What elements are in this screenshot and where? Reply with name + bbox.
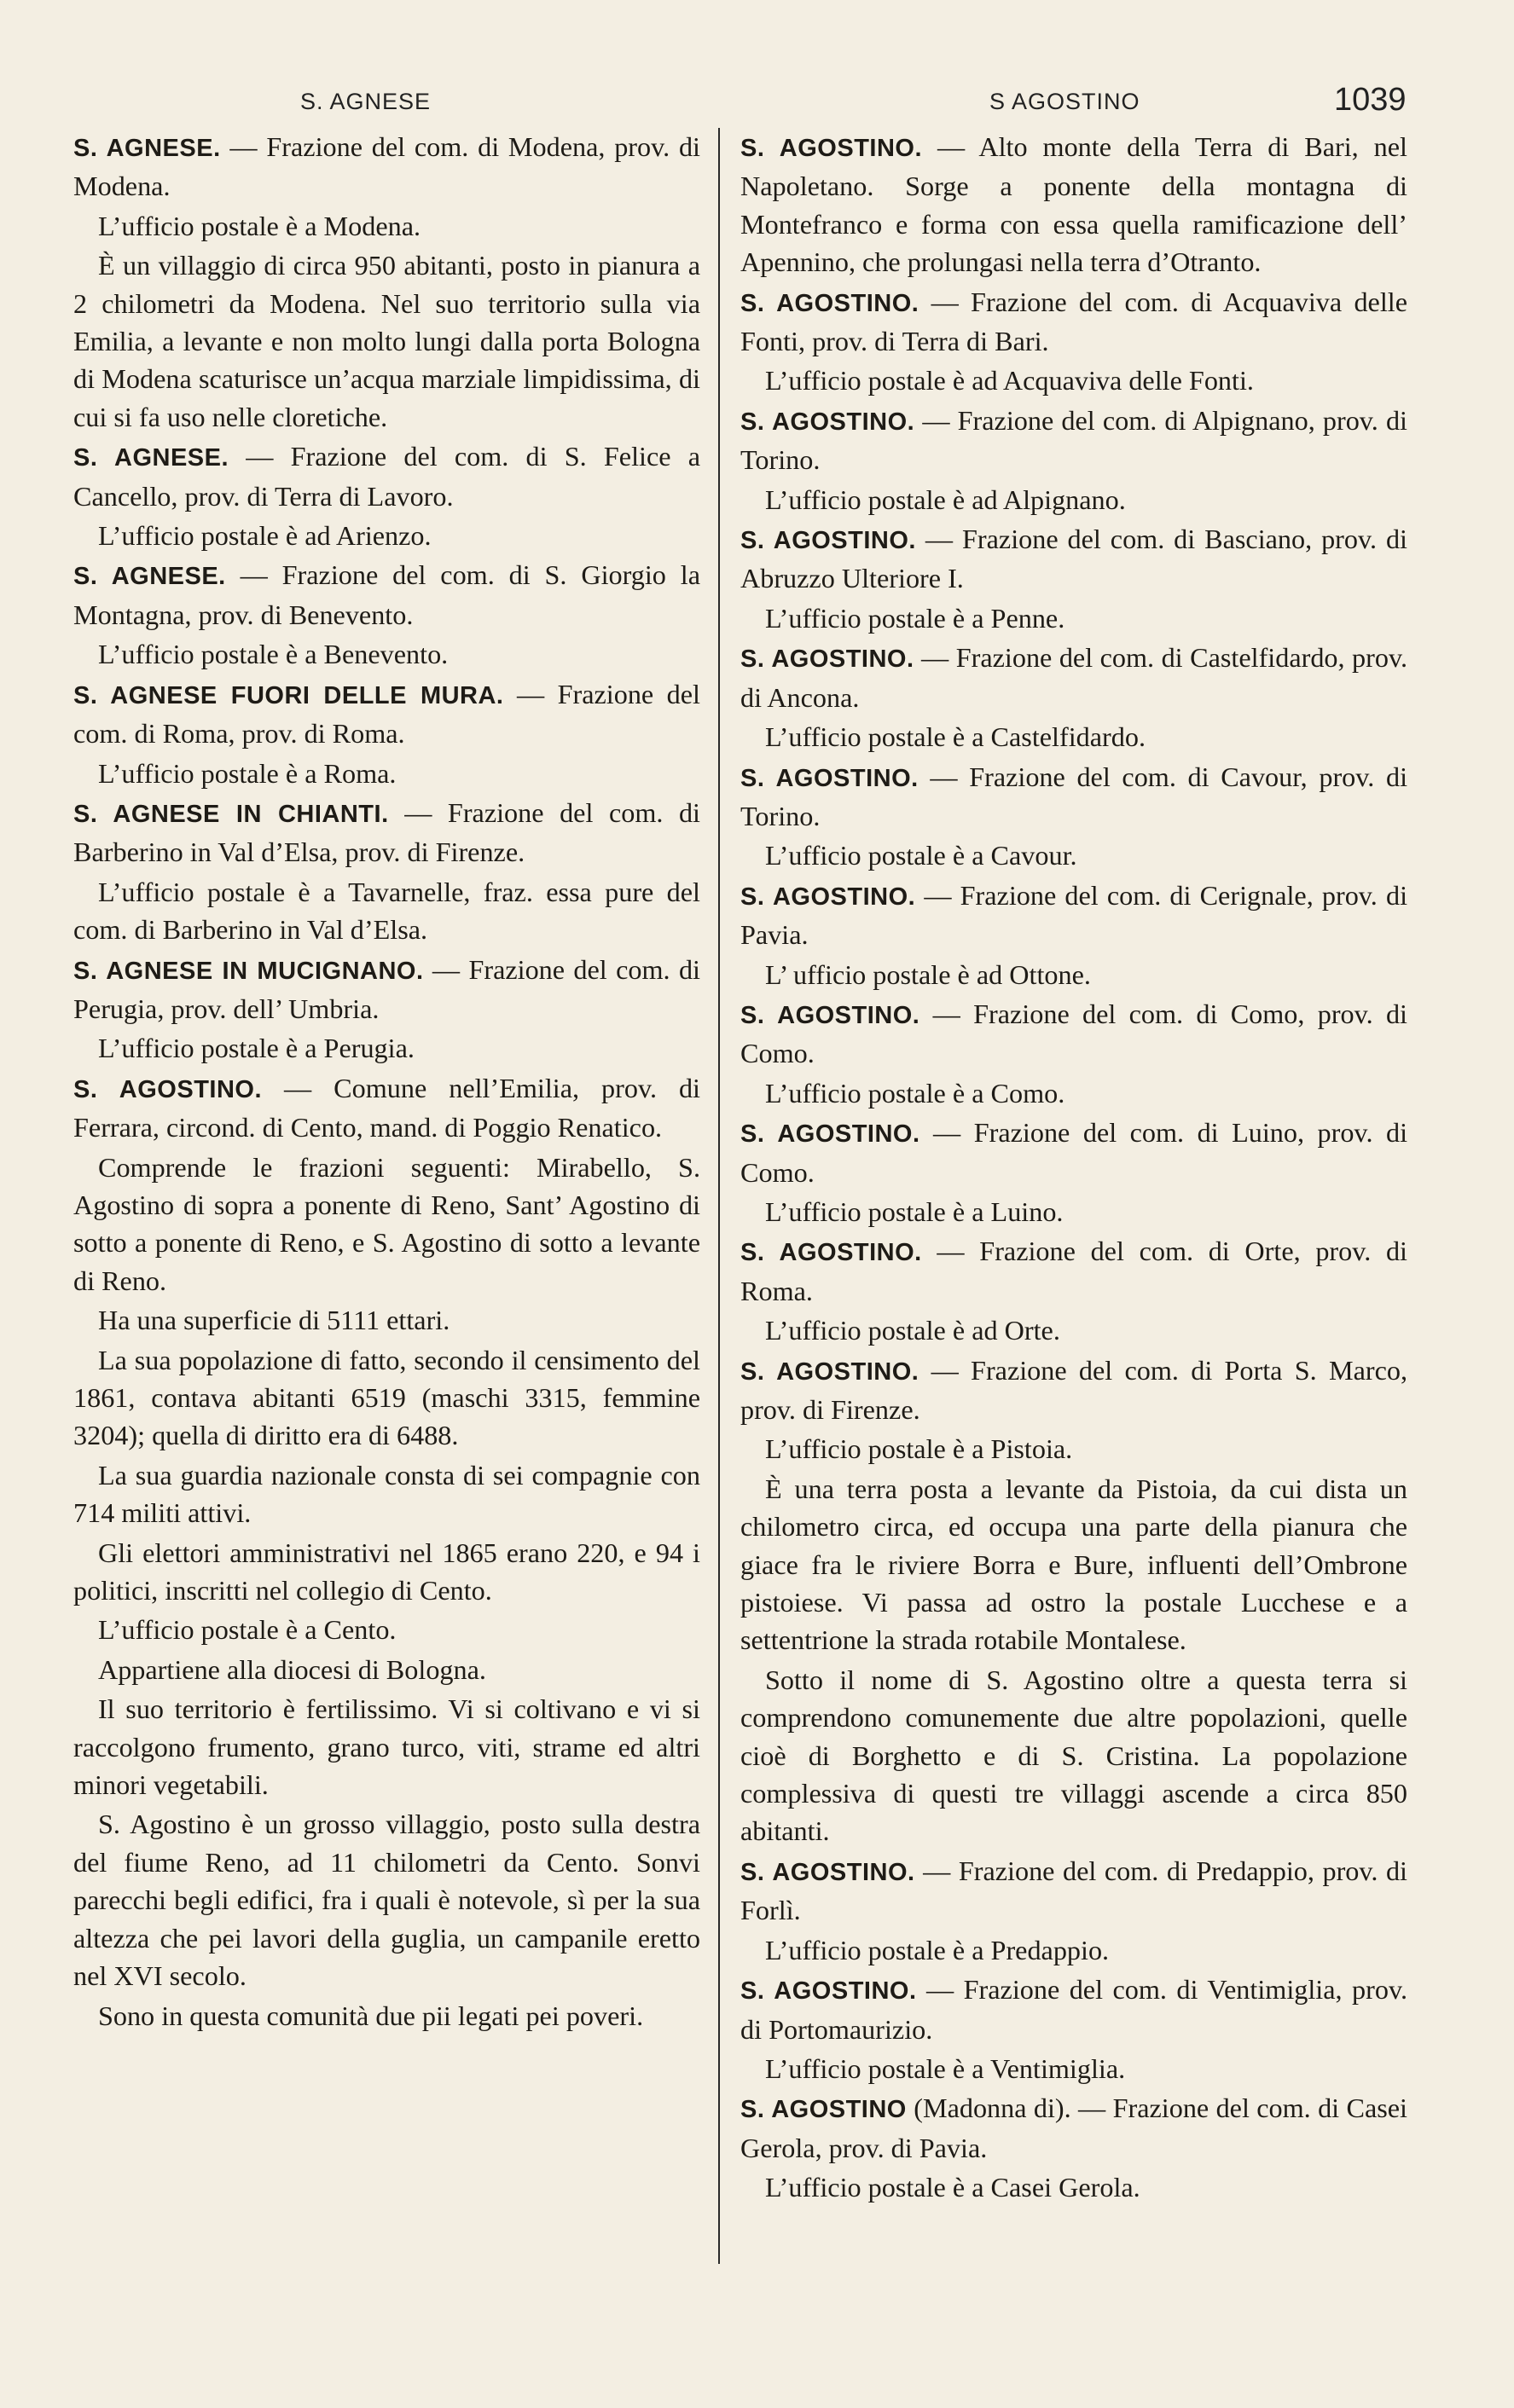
entry-headword: S. AGOSTINO. [740,1239,922,1267]
entry-paragraph [740,362,1407,399]
entry-paragraph [740,956,1407,993]
entry-paragraph [73,207,700,245]
entry-paragraph [73,755,700,792]
entry-paragraph [73,1997,700,2035]
entry-paragraph [73,1149,700,1300]
entry-paragraph [740,718,1407,755]
entry-paragraph [73,517,700,554]
entry-paragraph [73,1456,700,1532]
entry-text: È una terra posta a levante da Pistoia, da cui dista un chilometro circa, ed occupa una parte della pianura che giace fra le riviere Borra e Bure, influenti dell’Ombrone pistoiese. Vi passa ad ostro la postale Lucchese e a settentrione la strada rotabile Montalese. [740,1473,1407,1656]
entry-text: S. Agostino è un grosso villaggio, posto sulla destra del fiume Reno, ad 11 chilometri da Cento. Sonvi parecchi begli edifici, fra i quali è notevole, sì per la sua altezza che pei lavori della guglia, un campanile eretto nel XVI secolo. [73,1809,700,1992]
entry-text: — Frazione del com. di Castelfidardo, prov. di Ancona. [740,642,1408,713]
left-column [73,128,700,2036]
entry-text: L’ufficio postale è a Benevento. [97,639,449,670]
entry-text: L’ufficio postale è a Modena. [97,210,421,241]
entry-paragraph [73,1690,700,1803]
entry-headword: S. AGOSTINO. [740,408,915,436]
entry-text: L’ufficio postale è a Penne. [764,602,1065,634]
entry-text: — Frazione del com. di Luino, prov. di Como. [740,1117,1408,1188]
entry-paragraph [73,1611,700,1648]
entry-text: Ha una superficie di 5111 ettari. [97,1305,450,1336]
entry-text: L’ufficio postale è ad Alpignano. [764,483,1126,515]
entry-text: L’ufficio postale è ad Arienzo. [97,520,432,552]
gazetteer-entry [73,556,700,634]
gazetteer-entry [740,1114,1407,1191]
entry-paragraph [740,1931,1407,1969]
entry-text: — Frazione del com. di Barberino in Val d’Elsa, prov. di Firenze. [73,796,701,868]
entry-headword: S. AGOSTINO. [740,1977,917,2006]
gazetteer-entry [740,995,1407,1073]
entry-text: — Alto monte della Terra di Bari, nel Napoletano. Sorge a ponente della montagna di Montefranco e forma con essa quella ramificazione dell’ Apennino, che prolungasi nella terra d’Otranto. [740,131,1408,278]
entry-paragraph [73,1534,700,1610]
entry-headword: S. AGOSTINO. [740,883,916,911]
entry-headword: S. AGOSTINO. [740,1120,920,1149]
entry-text: — Frazione del com. di Basciano, prov. di Abruzzo Ulteriore I. [740,524,1407,594]
gazetteer-entry [740,1852,1407,1930]
entry-text: — Frazione del com. di Acquaviva delle Fonti, prov. di Terra di Bari. [740,286,1407,357]
gazetteer-entry [73,128,700,205]
entry-paragraph [740,1311,1407,1349]
entry-text: — Frazione del com. di Cavour, prov. di Torino. [740,761,1408,831]
entry-headword: S. AGOSTINO. [740,645,914,674]
entry-text: — Frazione del com. di Alpignano, prov. di Torino. [740,404,1407,476]
entry-headword: S. AGOSTINO. [73,1075,263,1103]
gazetteer-entry [740,128,1407,281]
entry-text: L’ufficio postale è a Roma. [97,757,397,789]
entry-paragraph [740,599,1407,637]
entry-paragraph [740,1470,1407,1659]
entry-paragraph [740,1193,1407,1230]
gazetteer-entry [73,794,700,871]
entry-text: L’ufficio postale è ad Orte. [764,1315,1060,1346]
entry-text: La sua popolazione di fatto, secondo il censimento del 1861, contava abitanti 6519 (maschi 3315, femmine 3204); quella di diritto era di 6488. [73,1344,700,1451]
right-column [740,128,1407,2208]
entry-text: L’ufficio postale è a Tavarnelle, fraz. essa pure del com. di Barberino in Val d’Elsa. [73,876,700,946]
entry-text: — Frazione del com. di S. Felice a Cancello, prov. di Terra di Lavoro. [73,441,700,512]
entry-text: L’ufficio postale è a Castelfidardo. [764,721,1146,753]
entry-text: L’ufficio postale è a Luino. [764,1195,1064,1227]
entry-paragraph [740,481,1407,518]
entry-text: Sotto il nome di S. Agostino oltre a questa terra si comprendono comunemente due altre popolazioni, quelle cioè di Borghetto e di S. Cristina. La popolazione complessiva di questi tre villaggi ascende a circa 850 abitanti. [740,1664,1407,1847]
gazetteer-entry [740,283,1407,361]
gazetteer-entry [740,639,1407,716]
entry-text: — Comune nell’Emilia, prov. di Ferrara, circond. di Cento, mand. di Poggio Renatico. [73,1072,700,1143]
gazetteer-entry [73,437,700,515]
gazetteer-entry [73,951,700,1028]
entry-text: La sua guardia nazionale consta di sei compagnie con 714 militi attivi. [73,1459,700,1529]
gazetteer-entry [740,520,1407,598]
gazetteer-entry [73,675,700,753]
gazetteer-entry [740,758,1407,836]
entry-text: Il suo territorio è fertilissimo. Vi si coltivano e vi si raccolgono frumento, grano turco, viti, strame ed altri minori vegetabili. [73,1693,700,1801]
entry-text: — Frazione del com. di Ventimiglia, prov. di Portomaurizio. [740,1974,1407,2045]
entry-text: — Frazione del com. di Porta S. Marco, prov. di Firenze. [740,1354,1408,1425]
entry-paragraph [740,1661,1407,1850]
entry-text: L’ufficio postale è a Casei Gerola. [764,2172,1140,2203]
entry-headword: S. AGOSTINO. [740,764,919,792]
entry-headword: S. AGOSTINO. [740,527,916,555]
entry-text: L’ufficio postale è a Cavour. [764,840,1077,871]
entry-headword: S. AGOSTINO [740,2096,907,2124]
entry-text: — Frazione del com. di S. Giorgio la Montagna, prov. di Benevento. [73,559,700,630]
entry-headword: S. AGOSTINO. [740,1357,919,1386]
entry-text: L’ufficio postale è a Predappio. [764,1934,1110,1965]
running-head-right: S AGOSTINO [989,89,1140,114]
entry-paragraph [73,1805,700,1994]
entry-headword: S. AGOSTINO. [740,1858,915,1886]
entry-headword: S. AGNESE FUORI DELLE MURA. [73,681,504,709]
entry-text: — Frazione del com. di Roma, prov. di Roma. [73,678,700,750]
page-number: 1039 [1334,82,1407,118]
entry-text: — Frazione del com. di Perugia, prov. dell’ Umbria. [73,953,700,1024]
entry-headword: S. AGOSTINO. [740,135,923,162]
entry-text: — Frazione del com. di Modena, prov. di Modena. [73,131,700,202]
running-head-left: S. AGNESE [300,89,432,114]
entry-text: È un villaggio di circa 950 abitanti, posto in pianura a 2 chilometri da Modena. Nel suo territorio sulla via Emilia, a levante e non molto lungi dalla porta Bologna di Modena scaturisce un’acqua marziale limpidissima, di cui si fa uso nelle cloretiche. [73,250,700,432]
entry-headword: S. AGNESE. [73,563,226,591]
entry-text: Appartiene alla diocesi di Bologna. [97,1653,486,1685]
entry-text: — Frazione del com. di Orte, prov. di Roma. [740,1236,1408,1306]
entry-paragraph [73,635,700,673]
entry-paragraph [73,1651,700,1688]
entry-text: (Madonna di). — Frazione del com. di Casei Gerola, prov. di Pavia. [740,2093,1407,2163]
entry-paragraph [73,1301,700,1339]
entry-text: L’ufficio postale è a Como. [764,1077,1065,1108]
entry-text: L’ufficio postale è a Cento. [97,1614,397,1646]
entry-text: — Frazione del com. di Cerignale, prov. di Pavia. [740,879,1408,951]
entry-text: Sono in questa comunità due pii legati pei poveri. [97,2000,644,2031]
entry-paragraph [740,2050,1407,2087]
entry-text: L’ufficio postale è ad Acquaviva delle Fonti. [764,365,1254,397]
entry-text: L’ufficio postale è a Ventimiglia. [764,2052,1126,2084]
entry-text: L’ ufficio postale è ad Ottone. [764,958,1091,990]
gazetteer-entry [740,1352,1407,1429]
gazetteer-entry [740,402,1407,479]
gazetteer-entry [740,1232,1407,1310]
entry-headword: S. AGNESE. [73,135,221,162]
entry-paragraph [740,2168,1407,2206]
gazetteer-entry [740,2089,1407,2167]
entry-paragraph [740,1430,1407,1467]
column-divider [718,128,720,2264]
gazetteer-entry [73,1069,700,1147]
entry-headword: S. AGNESE IN CHIANTI. [73,800,389,828]
entry-text: L’ufficio postale è a Perugia. [97,1033,415,1064]
entry-paragraph [740,836,1407,874]
entry-paragraph [740,1074,1407,1112]
entry-headword: S. AGOSTINO. [740,289,919,317]
entry-text: — Frazione del com. di Predappio, prov. di Forlì. [740,1855,1407,1926]
gazetteer-entry [740,877,1407,954]
entry-text: — Frazione del com. di Como, prov. di Como. [740,998,1408,1069]
entry-paragraph [73,1341,700,1455]
entry-text: L’ufficio postale è a Pistoia. [764,1433,1073,1465]
entry-headword: S. AGOSTINO. [740,1001,920,1029]
entry-headword: S. AGNESE. [73,444,229,472]
entry-text: Comprende le frazioni seguenti: Mirabello, S. Agostino di sopra a ponente di Reno, Sant’ Agostino di sotto a ponente di Reno, e S. Agostino di sotto a levante di Reno. [73,1151,700,1296]
gazetteer-entry [740,1971,1407,2048]
entry-text: Gli elettori amministrativi nel 1865 erano 220, e 94 i politici, inscritti nel collegio di Cento. [73,1537,700,1606]
entry-headword: S. AGNESE IN MUCIGNANO. [73,957,424,985]
entry-paragraph [73,246,700,436]
entry-paragraph [73,873,700,949]
entry-paragraph [73,1029,700,1067]
